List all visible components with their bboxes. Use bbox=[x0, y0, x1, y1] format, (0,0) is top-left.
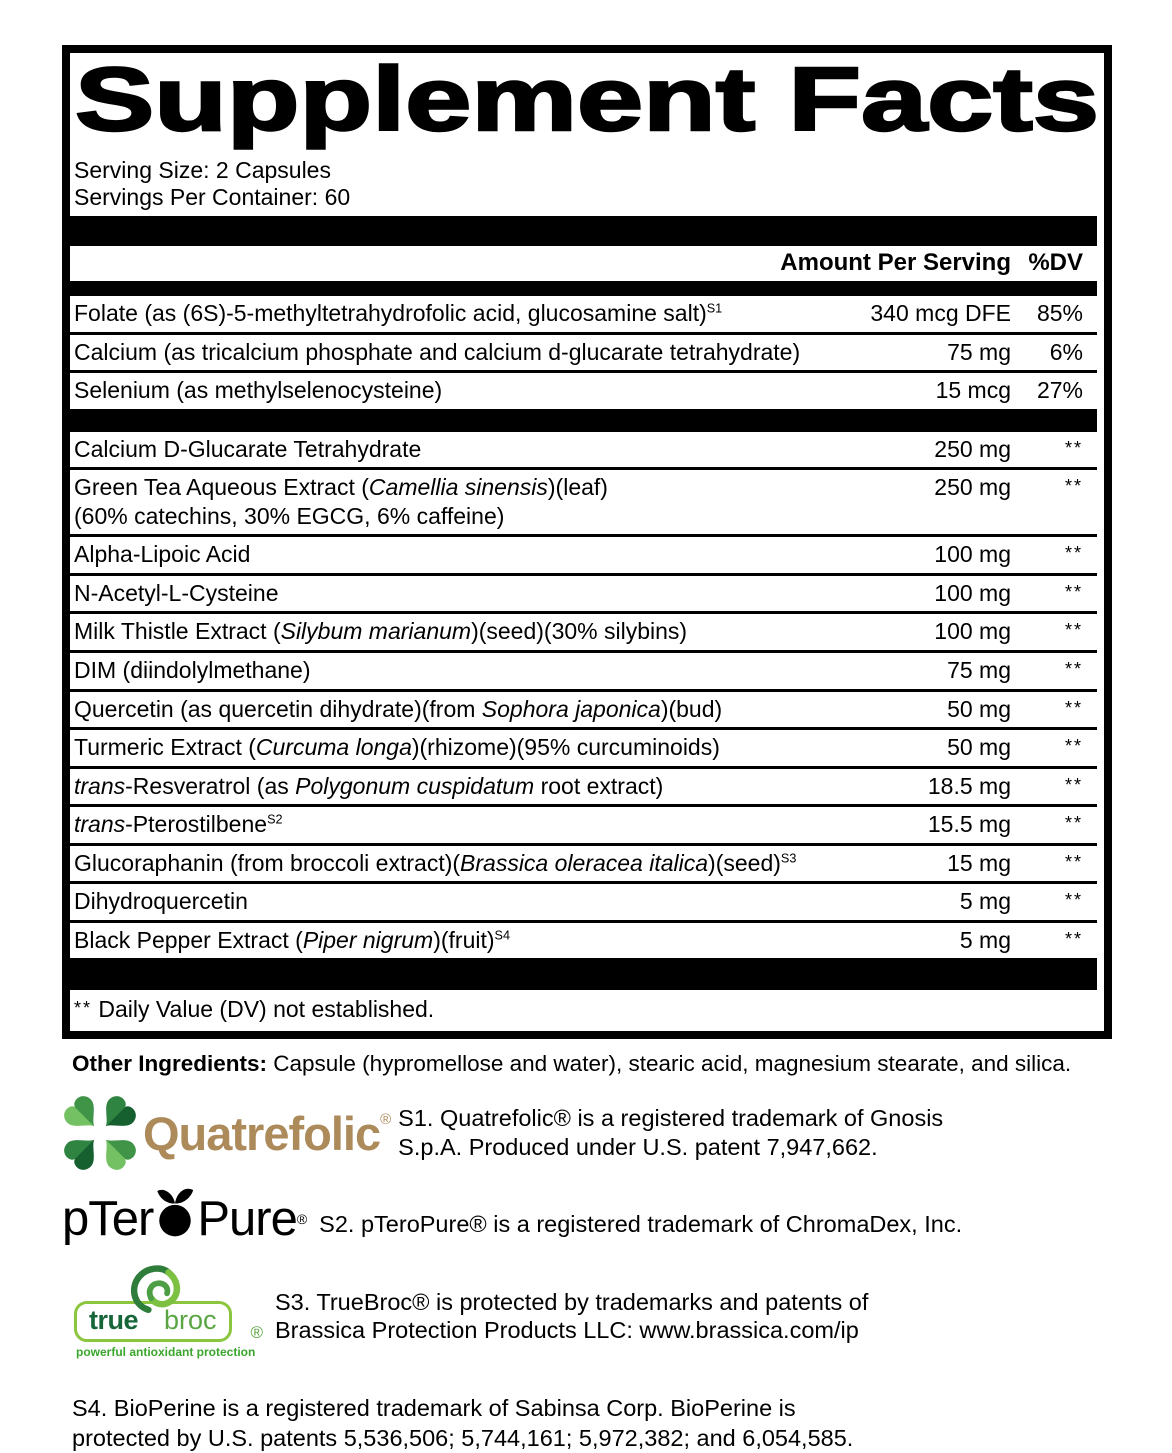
ingredient-name: DIM (diindolylmethane) bbox=[74, 656, 311, 683]
ingredient-dv: ** bbox=[1064, 658, 1083, 679]
serving-size: Serving Size: 2 Capsules bbox=[74, 157, 331, 183]
truebroc-swirl-icon bbox=[124, 1263, 190, 1315]
ingredient-dv: ** bbox=[1064, 620, 1083, 641]
ingredient-amount: 50 mg bbox=[947, 695, 1011, 722]
truebroc-tagline: powerful antioxidant protection bbox=[76, 1345, 256, 1360]
trademark-note-s1-line2: S.p.A. Produced under U.S. patent 7,947,662. bbox=[398, 1134, 878, 1161]
ingredient-dv: ** bbox=[1064, 476, 1083, 497]
ingredient-amount: 100 mg bbox=[934, 618, 1011, 645]
trademark-note-s3-line2: Brassica Protection Products LLC: www.brassica.com/ip bbox=[275, 1317, 859, 1344]
ingredient-dv: 27% bbox=[1036, 377, 1083, 404]
quatrefolic-wordmark bbox=[143, 1106, 390, 1161]
supplement-facts-panel bbox=[62, 45, 1112, 1039]
ingredient-amount: 250 mg bbox=[934, 435, 1011, 462]
table-row bbox=[70, 881, 1097, 920]
table-row bbox=[70, 611, 1097, 650]
ingredient-dv: ** bbox=[1064, 813, 1083, 834]
table-row bbox=[70, 766, 1097, 805]
pteropure-wordmark-right: Pure bbox=[197, 1192, 297, 1247]
ingredient-dv: 6% bbox=[1049, 338, 1083, 365]
ingredient-amount: 250 mg bbox=[934, 474, 1011, 501]
trademark-note-s3-line1: S3. TrueBroc® is protected by trademarks and patents of bbox=[275, 1288, 869, 1315]
ingredient-amount: 100 mg bbox=[934, 541, 1011, 568]
panel-title bbox=[75, 56, 1107, 153]
table-row bbox=[70, 804, 1097, 843]
ingredient-dv: ** bbox=[1064, 697, 1083, 718]
ingredient-name: Dihydroquercetin bbox=[74, 888, 248, 915]
table-row bbox=[70, 332, 1097, 371]
table-row bbox=[70, 689, 1097, 728]
table-row bbox=[70, 296, 1097, 332]
ingredient-name: Green Tea Aqueous Extract (Camellia sinensis)(leaf) (60% catechins, 30% EGCG, 6% caffeine) bbox=[74, 474, 608, 529]
truebroc-word-true: true bbox=[89, 1305, 139, 1336]
below-panel-section bbox=[62, 1051, 1142, 1453]
ingredient-amount: 340 mcg DFE bbox=[870, 300, 1011, 327]
ingredient-name: Alpha-Lipoic Acid bbox=[74, 541, 251, 568]
ingredient-dv: ** bbox=[1064, 851, 1083, 872]
trademark-note-s3 bbox=[275, 1288, 868, 1345]
table-row bbox=[70, 370, 1097, 409]
ingredient-amount: 50 mg bbox=[947, 734, 1011, 761]
table-row bbox=[70, 573, 1097, 612]
quatrefolic-wordmark-text: Quatrefolic bbox=[143, 1106, 381, 1160]
ingredient-dv: ** bbox=[1064, 736, 1083, 757]
ingredient-name: Selenium (as methylselenocysteine) bbox=[74, 377, 443, 404]
ingredient-dv: ** bbox=[1064, 928, 1083, 949]
ingredient-name: Milk Thistle Extract (Silybum marianum)(seed)(30% silybins) bbox=[74, 618, 688, 645]
ingredient-name: trans-Resveratrol (as Polygonum cuspidatum root extract) bbox=[74, 772, 664, 799]
table-row bbox=[70, 467, 1097, 534]
ingredient-name: Turmeric Extract (Curcuma longa)(rhizome)(95% curcuminoids) bbox=[74, 734, 720, 761]
amount-per-serving-header: Amount Per Serving bbox=[780, 249, 1011, 277]
trademark-note-s2: S2. pTeroPure® is a registered trademark of ChromaDex, Inc. bbox=[319, 1211, 963, 1238]
registered-mark: ® bbox=[296, 1211, 308, 1228]
ingredient-name: Black Pepper Extract (Piper nigrum)(fruit)$^{S4}$ bbox=[74, 926, 510, 953]
ingredient-dv: ** bbox=[1064, 774, 1083, 795]
ingredient-amount: 15 mcg bbox=[935, 377, 1011, 404]
column-header-row bbox=[70, 246, 1097, 281]
separator-bar-thick bbox=[70, 958, 1097, 990]
ingredient-amount: 5 mg bbox=[959, 888, 1011, 915]
ingredient-dv: 85% bbox=[1036, 300, 1083, 327]
ingredient-amount: 5 mg bbox=[959, 926, 1011, 953]
trademark-note-s4 bbox=[72, 1393, 1142, 1453]
separator-bar-thick bbox=[70, 216, 1097, 246]
quatrefolic-logo bbox=[62, 1093, 390, 1173]
trademark-note-s4-line1: S4. BioPerine is a registered trademark of Sabinsa Corp. BioPerine is bbox=[72, 1395, 796, 1422]
quatrefolic-trademark-row bbox=[62, 1093, 1142, 1173]
ingredient-amount: 15.5 mg bbox=[927, 811, 1011, 838]
table-row bbox=[70, 727, 1097, 766]
ingredient-name: Glucoraphanin (from broccoli extract)(Brassica oleracea italica)(seed)$^{S3}$ bbox=[74, 849, 797, 876]
registered-mark: ® bbox=[250, 1323, 263, 1343]
ingredient-dv: ** bbox=[1064, 543, 1083, 564]
table-row bbox=[70, 432, 1097, 468]
ingredient-amount: 100 mg bbox=[934, 579, 1011, 606]
quatrefolic-clover-icon bbox=[62, 1093, 138, 1173]
ingredient-name: Folate (as (6S)-5-methyltetrahydrofolic acid, glucosamine salt)$^{S1}$ bbox=[74, 300, 723, 327]
ingredient-dv: ** bbox=[1064, 581, 1083, 602]
separator-bar-medium bbox=[70, 281, 1097, 296]
truebroc-logo bbox=[74, 1261, 263, 1360]
ingredient-dv: ** bbox=[1064, 437, 1083, 458]
dv-header: %DV bbox=[1028, 249, 1083, 277]
servings-per-container: Servings Per Container: 60 bbox=[74, 183, 351, 210]
truebroc-trademark-row bbox=[62, 1261, 1142, 1359]
ingredient-name: N-Acetyl-L-Cysteine bbox=[74, 579, 279, 606]
registered-mark: ® bbox=[380, 1110, 391, 1128]
pteropure-trademark-row bbox=[62, 1191, 1142, 1247]
dv-footnote: ** Daily Value (DV) not established. bbox=[74, 996, 435, 1023]
other-ingredients: Other Ingredients: Capsule (hypromellose and water), stearic acid, magnesium stearate, and silica. bbox=[72, 1051, 1072, 1077]
ingredient-name: Calcium D-Glucarate Tetrahydrate bbox=[74, 435, 422, 462]
panel-title-text: Supplement Facts bbox=[75, 56, 1099, 150]
trademark-note-s4-line2: protected by U.S. patents 5,536,506; 5,744,161; 5,972,382; and 6,054,585. bbox=[72, 1425, 854, 1452]
ingredient-amount: 18.5 mg bbox=[927, 772, 1011, 799]
ingredient-name: trans-Pterostilbene$^{S2}$ bbox=[74, 811, 283, 838]
table-row bbox=[70, 843, 1097, 882]
ingredient-dv: ** bbox=[1064, 890, 1083, 911]
table-row bbox=[70, 650, 1097, 689]
trademark-note-s1 bbox=[398, 1104, 943, 1161]
pteropure-wordmark-left: pTer bbox=[62, 1192, 154, 1247]
ingredient-name: Quercetin (as quercetin dihydrate)(from Sophora japonica)(bud) bbox=[74, 695, 723, 722]
separator-bar-medium bbox=[70, 409, 1097, 432]
table-row bbox=[70, 920, 1097, 959]
pteropure-logo bbox=[62, 1191, 307, 1247]
ingredient-name: Calcium (as tricalcium phosphate and calcium d-glucarate tetrahydrate) bbox=[74, 338, 801, 365]
truebroc-word-broc: broc bbox=[164, 1305, 217, 1336]
table-row bbox=[70, 534, 1097, 573]
ingredient-amount: 15 mg bbox=[947, 849, 1011, 876]
ingredient-amount: 75 mg bbox=[947, 338, 1011, 365]
ingredient-amount: 75 mg bbox=[947, 656, 1011, 683]
pteropure-berry-icon bbox=[154, 1185, 196, 1239]
trademark-note-s1-line1: S1. Quatrefolic® is a registered trademark of Gnosis bbox=[398, 1105, 944, 1132]
